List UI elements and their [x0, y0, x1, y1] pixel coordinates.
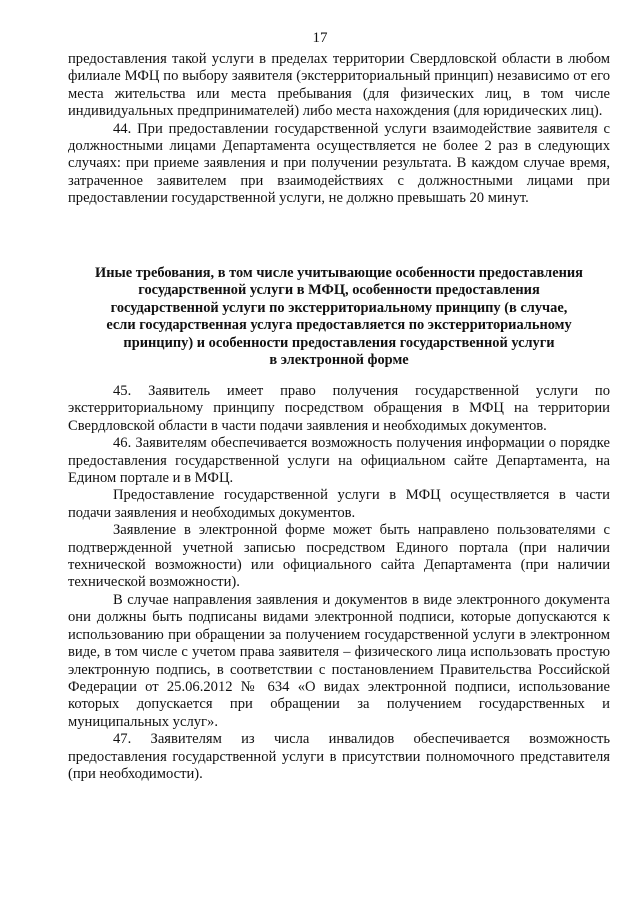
- paragraph-45: 45. Заявитель имеет право получения государственной услуги по экстерриториальному принципу посредством обращения в МФЦ на территории Свердловской области в части подачи заявления и необходимых документов.: [68, 383, 610, 434]
- heading-line: государственной услуги в МФЦ, особенности предоставления: [138, 282, 540, 299]
- paragraph: В случае направления заявления и документов в виде электронного документа они должны быть подписаны видами электронной подписи, которые допускаются к использованию при обращении за получением государственной услуги в электронном виде, в том числе с учетом права заявителя – физического лица использовать простую электронную подпись, в соответствии с постановлением Правительства Российской Федерации от 25.06.2012 № 634 «О видах электронной подписи, использование которых допускается при обращении за получением государственных и муниципальных услуг».: [68, 591, 610, 730]
- paragraph: Заявление в электронной форме может быть направлено пользователями с подтвержденной учетной записью посредством Единого портала (при наличии технической возможности) или официального сайта Департамента (при наличии технической возможности).: [68, 522, 610, 591]
- section-heading: [68, 265, 610, 369]
- heading-line: Иные требования, в том числе учитывающие особенности предоставления: [95, 265, 583, 281]
- body-text-top: [68, 51, 610, 208]
- paragraph-47: 47. Заявителям из числа инвалидов обеспечивается возможность предоставления государственной услуги в присутствии полномочного представителя (при необходимости).: [68, 731, 610, 782]
- paragraph-46: 46. Заявителям обеспечивается возможность получения информации о порядке предоставления государственной услуги на официальном сайте Департамента, на Едином портале и в МФЦ.: [68, 435, 610, 487]
- heading-line: если государственная услуга предоставляется по экстерриториальному: [106, 317, 572, 334]
- heading-line: принципу) и особенности предоставления государственной услуги: [123, 334, 555, 351]
- heading-line: в электронной форме: [269, 352, 409, 369]
- paragraph: предоставления такой услуги в пределах территории Свердловской области в любом филиале МФЦ по выбору заявителя (экстерриториальный принцип) независимо от его места жительства или места пребывания (для физических лиц, в том числе индивидуальных предпринимателей) либо места нахождения (для юридических лиц).: [68, 51, 610, 120]
- heading-line: государственной услуги по экстерриториальному принципу (в случае,: [110, 299, 568, 316]
- page-number: 17: [312, 30, 328, 46]
- paragraph-44: 44. При предоставлении государственной услуги взаимодействие заявителя с должностными лицами Департамента осуществляется не более 2 раз в следующих случаях: при приеме заявления и при получении результата. В каждом случае время, затраченное заявителем при взаимодействиях с должностными лицами при предоставлении государственной услуги, не должно превышать 20 минут.: [68, 120, 610, 207]
- paragraph: Предоставление государственной услуги в МФЦ осуществляется в части подачи заявления и необходимых документов.: [68, 487, 610, 521]
- body-text-bottom: [68, 383, 610, 783]
